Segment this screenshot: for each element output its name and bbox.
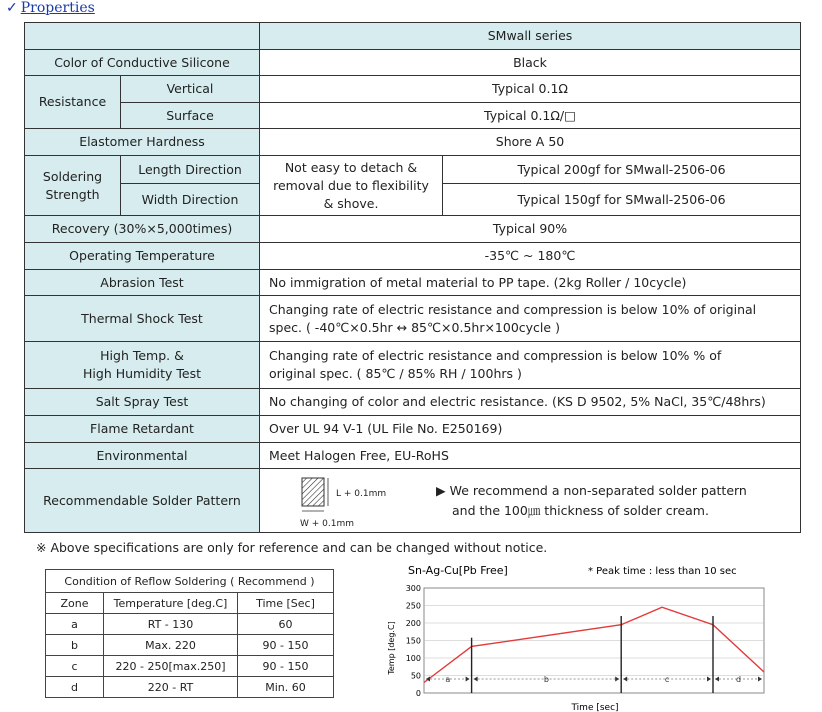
- zone-arrow-head: [466, 677, 470, 682]
- abrasion-value: No immigration of metal material to PP tape. (2kg Roller / 10cycle): [260, 270, 801, 296]
- zone-arrow-head: [623, 677, 627, 682]
- zone-label: a: [445, 675, 451, 684]
- zone-cell: b: [46, 635, 104, 656]
- y-tick-label: 100: [405, 654, 421, 663]
- header-empty: [25, 23, 260, 50]
- recovery-value: Typical 90%: [260, 216, 801, 243]
- table-row: [25, 156, 801, 184]
- table-row: [25, 469, 801, 533]
- reflow-header: Time [Sec]: [238, 593, 334, 614]
- table-row: [25, 389, 801, 416]
- y-tick-label: 150: [405, 636, 421, 646]
- reflow-header: Zone: [46, 593, 104, 614]
- humidity-label-line2: High Humidity Test: [83, 366, 201, 381]
- thermal-line2: spec. ( -40℃×0.5hr ↔ 85℃×0.5hr×100cycle ): [269, 319, 560, 335]
- time-cell: 90 - 150: [238, 635, 334, 656]
- time-cell: Min. 60: [238, 677, 334, 698]
- properties-table: [24, 22, 801, 533]
- hardness-label: Elastomer Hardness: [25, 129, 260, 156]
- zone-label: c: [664, 675, 670, 684]
- operating-label: Operating Temperature: [25, 243, 260, 270]
- table-row: [46, 656, 334, 677]
- y-tick-label: 200: [405, 619, 421, 628]
- thermal-line1: Changing rate of electric resistance and compression is below 10% of original: [269, 301, 757, 317]
- humidity-line2: original spec. ( 85℃ / 85% RH / 100hrs ): [269, 366, 522, 381]
- humidity-line1: Changing rate of electric resistance and compression is below 10% % of: [269, 348, 722, 363]
- vertical-value: Typical 0.1Ω: [260, 76, 801, 103]
- zone-arrow-head: [707, 677, 711, 682]
- solder-pattern-icon: [298, 475, 338, 519]
- table-row: [25, 443, 801, 469]
- salt-value: No changing of color and electric resistance. (KS D 9502, 5% NaCl, 35℃/48hrs): [260, 389, 801, 416]
- y-tick-label: 50: [410, 671, 421, 681]
- table-row: [46, 635, 334, 656]
- reflow-profile-chart: [380, 560, 780, 712]
- temp-cell: 220 - 250[max.250]: [104, 656, 238, 677]
- pattern-label: Recommendable Solder Pattern: [25, 469, 260, 533]
- table-row: [25, 342, 801, 389]
- disclaimer-note: ※ Above specifications are only for reference and can be changed without notice.: [36, 540, 548, 555]
- table-row: [25, 76, 801, 103]
- operating-value: -35℃ ~ 180℃: [260, 243, 801, 270]
- table-row: [46, 570, 334, 593]
- table-row: [25, 216, 801, 243]
- thermal-label: Thermal Shock Test: [25, 296, 260, 342]
- table-row: [25, 296, 801, 342]
- time-cell: 60: [238, 614, 334, 635]
- length-label: Length Direction: [121, 156, 260, 184]
- soldering-label: [25, 156, 121, 216]
- environmental-label: Environmental: [25, 443, 260, 469]
- humidity-value: [260, 342, 801, 389]
- recovery-label: Recovery (30%×5,000times): [25, 216, 260, 243]
- abrasion-label: Abrasion Test: [25, 270, 260, 296]
- width-label: Width Direction: [121, 184, 260, 216]
- section-title: [6, 0, 95, 16]
- x-axis-label: Time [sec]: [571, 703, 619, 712]
- table-row: [25, 416, 801, 443]
- hardness-value: Shore A 50: [260, 129, 801, 156]
- length-value: Typical 200gf for SMwall-2506-06: [443, 156, 801, 184]
- table-row: [25, 129, 801, 156]
- table-row: [25, 50, 801, 76]
- reflow-table: [45, 569, 334, 698]
- zone-arrow-head: [758, 677, 762, 682]
- width-value: Typical 150gf for SMwall-2506-06: [443, 184, 801, 216]
- table-row: [25, 270, 801, 296]
- zone-arrow-head: [615, 677, 619, 682]
- soldering-label-line2: Strength: [45, 186, 100, 202]
- zone-cell: d: [46, 677, 104, 698]
- pattern-text-line2: and the 100㎛ thickness of solder cream.: [452, 502, 709, 518]
- time-cell: 90 - 150: [238, 656, 334, 677]
- color-value: Black: [260, 50, 801, 76]
- soldering-note-line3: & shove.: [323, 195, 379, 211]
- humidity-label-line1: High Temp. &: [100, 348, 184, 363]
- table-row: [25, 243, 801, 270]
- temp-cell: Max. 220: [104, 635, 238, 656]
- soldering-note-line1: Not easy to detach &: [284, 159, 418, 175]
- surface-label: Surface: [121, 103, 260, 129]
- table-row: [46, 677, 334, 698]
- surface-value: Typical 0.1Ω/□: [260, 103, 801, 129]
- chart-annotation: * Peak time : less than 10 sec: [588, 566, 737, 577]
- series-header: SMwall series: [260, 23, 801, 50]
- soldering-note-line2: removal due to flexibility: [273, 177, 429, 193]
- table-row: [46, 593, 334, 614]
- pattern-cell: [260, 469, 801, 533]
- table-row: [25, 103, 801, 129]
- zone-arrow-head: [715, 677, 719, 682]
- environmental-value: Meet Halogen Free, EU-RoHS: [260, 443, 801, 469]
- check-icon: ✓: [6, 0, 18, 16]
- dim-l-label: L + 0.1mm: [336, 488, 387, 499]
- y-axis-label: Temp [deg.C]: [387, 621, 396, 675]
- title-text: Properties: [20, 0, 95, 16]
- reflow-caption: Condition of Reflow Soldering ( Recommend ): [46, 570, 334, 593]
- color-label: Color of Conductive Silicone: [25, 50, 260, 76]
- salt-label: Salt Spray Test: [25, 389, 260, 416]
- temp-cell: RT - 130: [104, 614, 238, 635]
- y-tick-label: 250: [405, 601, 421, 611]
- table-row: [46, 614, 334, 635]
- flame-value: Over UL 94 V-1 (UL File No. E250169): [260, 416, 801, 443]
- zone-label: d: [735, 675, 742, 684]
- pattern-text-line1: ▶ We recommend a non-separated solder pattern: [436, 482, 747, 498]
- zone-label: b: [543, 675, 549, 684]
- chart-title: Sn-Ag-Cu[Pb Free]: [408, 564, 508, 577]
- flame-label: Flame Retardant: [25, 416, 260, 443]
- y-tick-label: 300: [405, 584, 421, 593]
- dim-w-label: W + 0.1mm: [300, 518, 355, 529]
- thermal-value: [260, 296, 801, 342]
- pattern-text: [436, 481, 747, 521]
- soldering-note: [260, 156, 443, 216]
- zone-cell: a: [46, 614, 104, 635]
- zone-arrow-head: [474, 677, 478, 682]
- temp-cell: 220 - RT: [104, 677, 238, 698]
- soldering-label-line1: Soldering: [42, 168, 103, 184]
- zone-cell: c: [46, 656, 104, 677]
- resistance-label: Resistance: [25, 76, 121, 129]
- vertical-label: Vertical: [121, 76, 260, 103]
- table-row: [25, 23, 801, 50]
- humidity-label: [25, 342, 260, 389]
- reflow-header: Temperature [deg.C]: [104, 593, 238, 614]
- y-tick-label: 0: [415, 689, 421, 698]
